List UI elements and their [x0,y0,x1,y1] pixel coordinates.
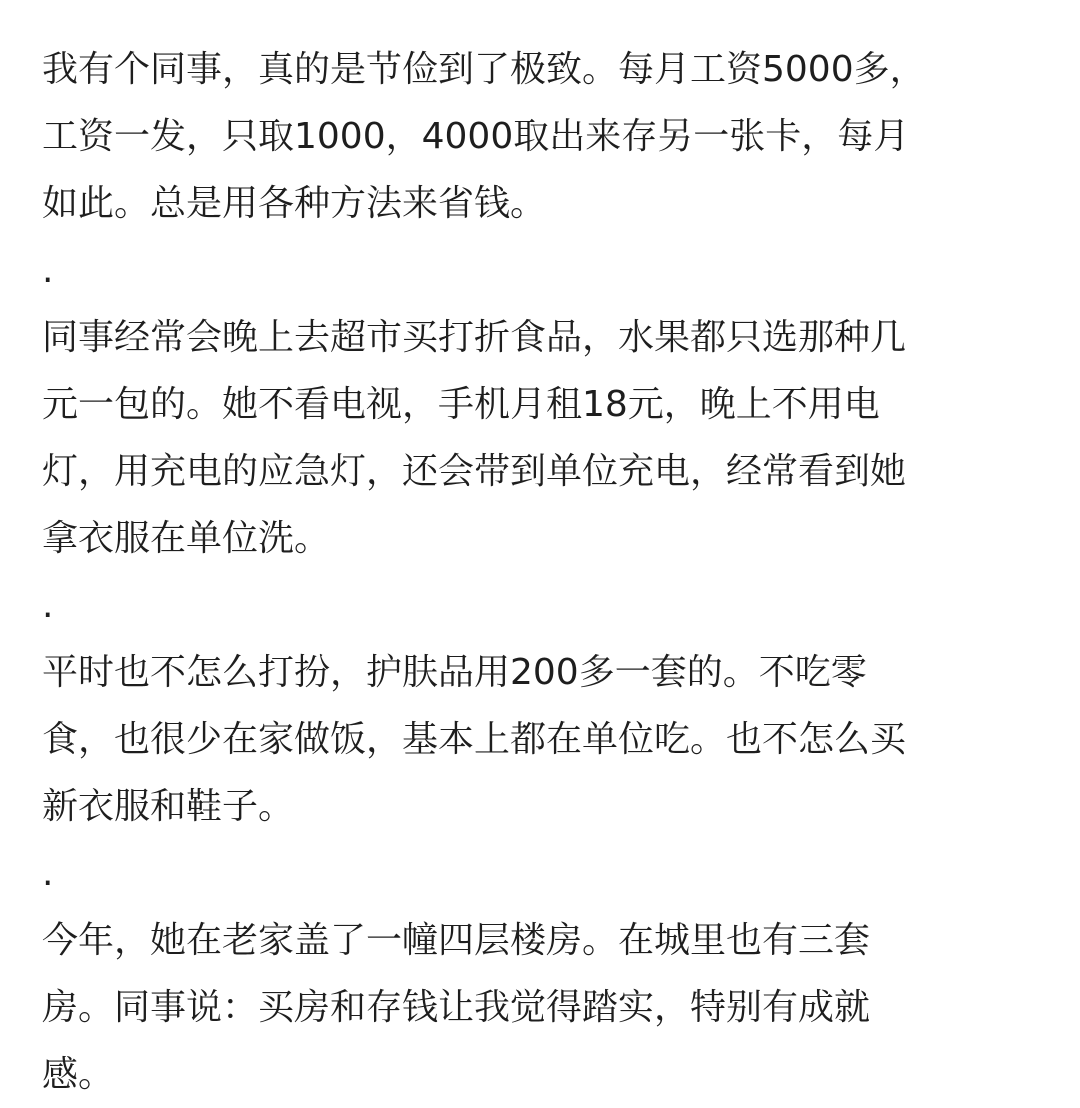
text-line: 感。 [42,1054,115,1095]
text-line: 新衣服和鞋子。 [42,786,295,827]
text-line: 同事经常会晚上去超市买打折食品，水果都只选那种几 [42,317,907,358]
text-line: 元一包的。她不看电视，手机月租18元，晚上不用电 [42,384,880,425]
paragraph-separator: . [42,250,54,291]
text-line: 食，也很少在家做饭，基本上都在单位吃。也不怎么买 [42,719,907,760]
paragraph-3 [42,639,1042,840]
paragraph-separator: . [42,585,54,626]
text-line: 拿衣服在单位洗。 [42,518,331,559]
text-line: 今年，她在老家盖了一幢四层楼房。在城里也有三套 [42,920,871,961]
text-line: 灯，用充电的应急灯，还会带到单位充电，经常看到她 [42,451,907,492]
text-line: 工资一发，只取1000，4000取出来存另一张卡，每月 [42,116,910,157]
paragraph-separator: . [42,853,54,894]
text-line: 如此。总是用各种方法来省钱。 [42,183,547,224]
text-line: 我有个同事，真的是节俭到了极致。每月工资5000多， [42,49,926,90]
paragraph-2 [42,304,1042,572]
text-line: 房。同事说：买房和存钱让我觉得踏实，特别有成就 [42,987,871,1028]
paragraph-4 [42,907,1042,1108]
text-line: 平时也不怎么打扮，护肤品用200多一套的。不吃零 [42,652,867,693]
post-body [42,36,1042,1108]
paragraph-1 [42,36,1042,237]
